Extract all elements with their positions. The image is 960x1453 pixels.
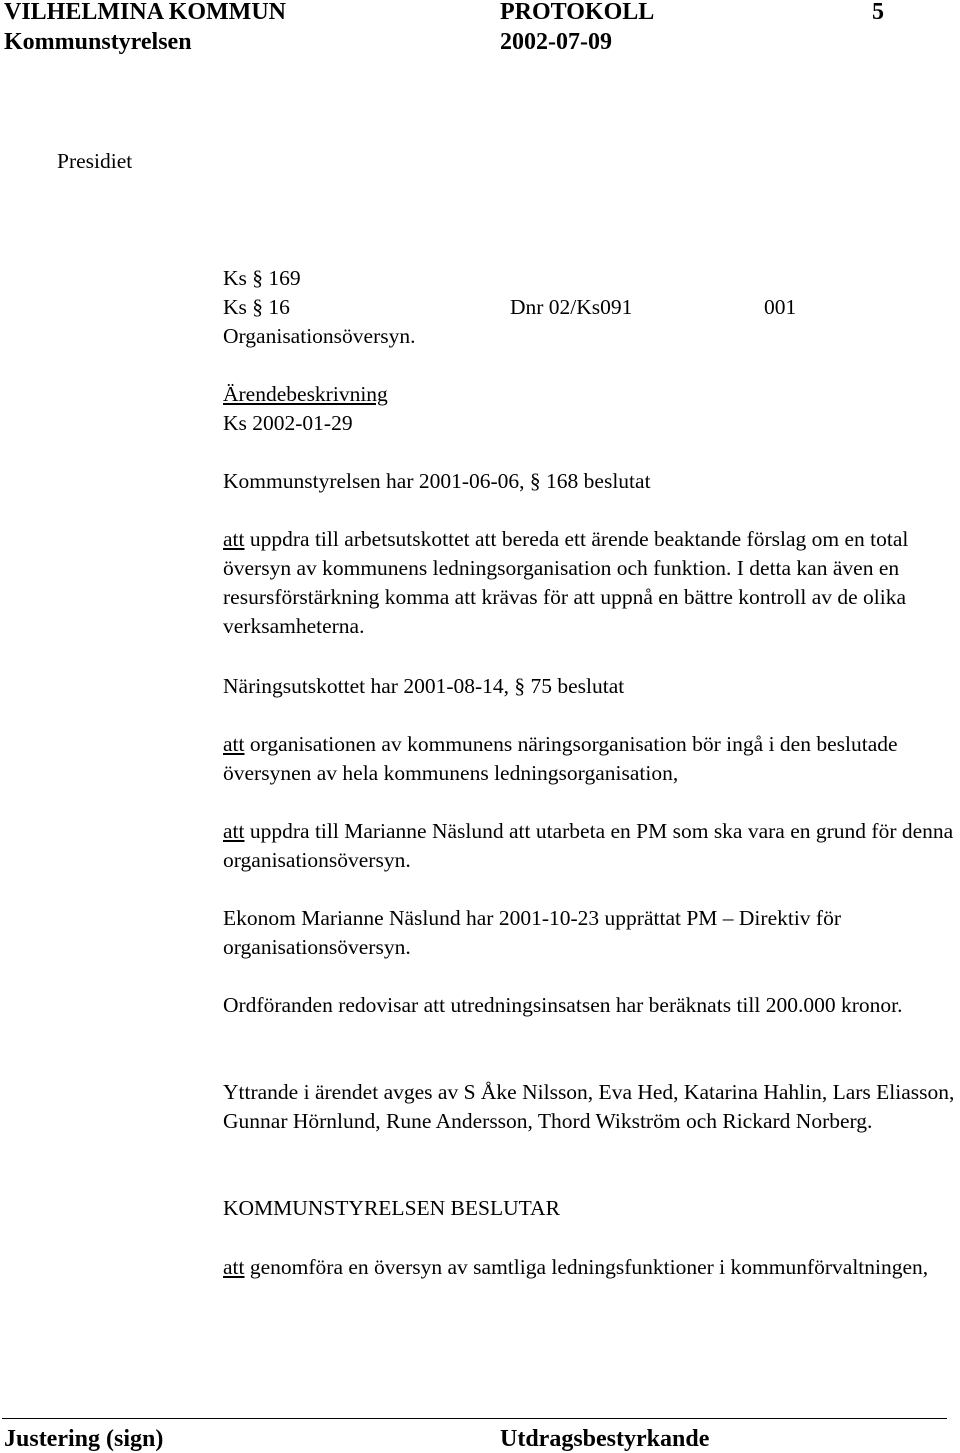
paragraph-text: Ekonom Marianne Näslund har 2001-10-23 upprättat PM – Direktiv för organisationsöversyn.	[223, 906, 841, 959]
paragraph-att-uppdra-marianne	[223, 817, 958, 875]
section-title: Presidiet	[57, 149, 133, 173]
paragraph-text	[223, 1253, 958, 1282]
footer-utdragsbestyrkande: Utdragsbestyrkande	[500, 1426, 710, 1452]
header-doc-type: PROTOKOLL	[500, 0, 655, 25]
att-keyword: att	[223, 819, 245, 843]
paragraph-text	[223, 730, 958, 788]
att-keyword: att	[223, 732, 245, 756]
case-ref-16: Ks § 16	[223, 295, 290, 319]
paragraph-text: Yttrande i ärendet avges av S Åke Nilsson, Eva Hed, Katarina Hahlin, Lars Eliasson, Gunnar Hörnlund, Rune Andersson, Thord Wikström och Rickard Norberg.	[223, 1080, 955, 1133]
paragraph-att-organisationen	[223, 730, 958, 788]
decision-heading	[223, 1194, 958, 1223]
paragraph-body: uppdra till Marianne Näslund att utarbeta en PM som ska vara en grund för denna organisationsöversyn.	[223, 819, 954, 872]
paragraph-body: genomföra en översyn av samtliga ledningsfunktioner i kommunförvaltningen,	[244, 1255, 929, 1279]
header-date: 2002-07-09	[500, 29, 612, 55]
paragraph-text: Ordföranden redovisar att utredningsinsatsen har beräknats till 200.000 kronor.	[223, 993, 903, 1017]
case-ref-169: Ks § 169	[223, 266, 301, 290]
att-keyword: att	[223, 527, 245, 551]
paragraph-text: Näringsutskottet har 2001-08-14, § 75 beslutat	[223, 674, 625, 698]
att-keyword: att	[223, 1255, 245, 1279]
footer-divider	[2, 1418, 947, 1419]
paragraph-text: KOMMUNSTYRELSEN BESLUTAR	[223, 1196, 560, 1220]
footer-justering: Justering (sign)	[4, 1426, 164, 1452]
case-title: Organisationsöversyn.	[223, 324, 416, 348]
paragraph-ordforanden	[223, 991, 958, 1020]
paragraph-ekonom-pm	[223, 904, 958, 962]
paragraph-ks-decision	[223, 467, 958, 496]
case-code: 001	[764, 295, 797, 319]
paragraph-att-uppdra-au	[223, 525, 958, 641]
paragraph-att-genomfora	[223, 1253, 958, 1282]
paragraph-yttrande	[223, 1078, 958, 1136]
header-municipality: VILHELMINA KOMMUN	[4, 0, 286, 25]
header-page-number: 5	[872, 0, 884, 25]
paragraph-text	[223, 817, 958, 875]
paragraph-body: uppdra till arbetsutskottet att bereda ett ärende beaktande förslag om en total översyn av kommunens ledningsorganisation och funktion. I detta kan även en resursförstärkning komma att krävas för att uppnå en bättre kontroll av de olika verksamheterna.	[223, 527, 909, 638]
paragraph-body: organisationen av kommunens näringsorganisation bör ingå i den beslutade översynen av hela kommunens ledningsorganisation,	[223, 732, 898, 785]
paragraph-text	[223, 525, 958, 641]
case-dnr: Dnr 02/Ks091	[510, 295, 633, 319]
header-body: Kommunstyrelsen	[4, 29, 192, 55]
description-heading: Ärendebeskrivning	[223, 382, 388, 406]
paragraph-nu-decision	[223, 672, 958, 701]
description-ks-date: Ks 2002-01-29	[223, 411, 353, 435]
paragraph-text: Kommunstyrelsen har 2001-06-06, § 168 beslutat	[223, 469, 651, 493]
